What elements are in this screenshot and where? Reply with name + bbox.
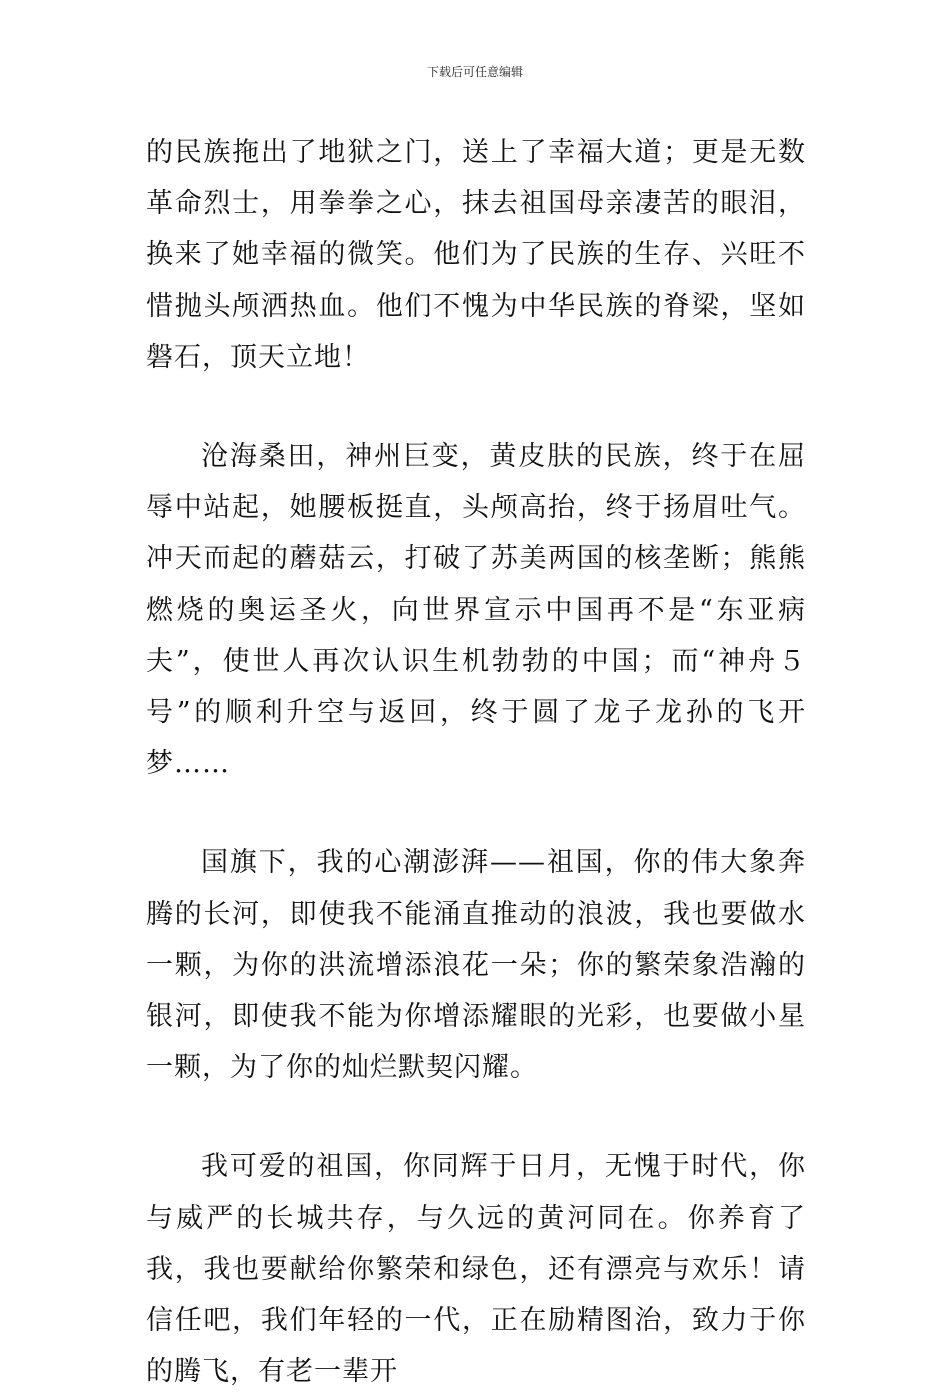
paragraph-2: 沧海桑田，神州巨变，黄皮肤的民族，终于在屈辱中站起，她腰板挺直，头颅高抬，终于扬眉吐气。冲天而起的蘑菇云，打破了苏美两国的核垄断；熊熊燃烧的奥运圣火，向世界宣示中国再不是“东亚病夫”，使世人再次认识生机勃勃的中国；而“神舟５号”的顺利升空与返回，终于圆了龙子龙孙的飞开梦…… — [146, 441, 806, 780]
paragraph-gap — [146, 789, 806, 837]
paragraph-3: 国旗下，我的心潮澎湃——祖国，你的伟大象奔腾的长河，即使我不能涌直推动的浪波，我也要做水一颗，为你的洪流增添浪花一朵；你的繁荣象浩瀚的银河，即使我不能为你增添耀眼的光彩，也要做小星一颗，为了你的灿烂默契闪耀。 — [146, 847, 806, 1084]
paragraph-gap — [146, 383, 806, 431]
body-text — [146, 127, 806, 1397]
paragraph-gap — [146, 1093, 806, 1141]
page-header: 下载后可任意编辑 — [426, 65, 523, 79]
paragraph-1: 的民族拖出了地狱之门，送上了幸福大道；更是无数革命烈士，用拳拳之心，抹去祖国母亲凄苦的眼泪，换来了她幸福的微笑。他们为了民族的生存、兴旺不惜抛头颅洒热血。他们不愧为中华民族的脊梁，坚如磐石，顶天立地！ — [146, 137, 806, 373]
paragraph-4: 我可爱的祖国，你同辉于日月，无愧于时代，你与威严的长城共存，与久远的黄河同在。你养育了我，我也要献给你繁荣和绿色，还有漂亮与欢乐！请信任吧，我们年轻的一代，正在励精图治，致力于你的腾飞，有老一辈开 — [146, 1151, 806, 1388]
